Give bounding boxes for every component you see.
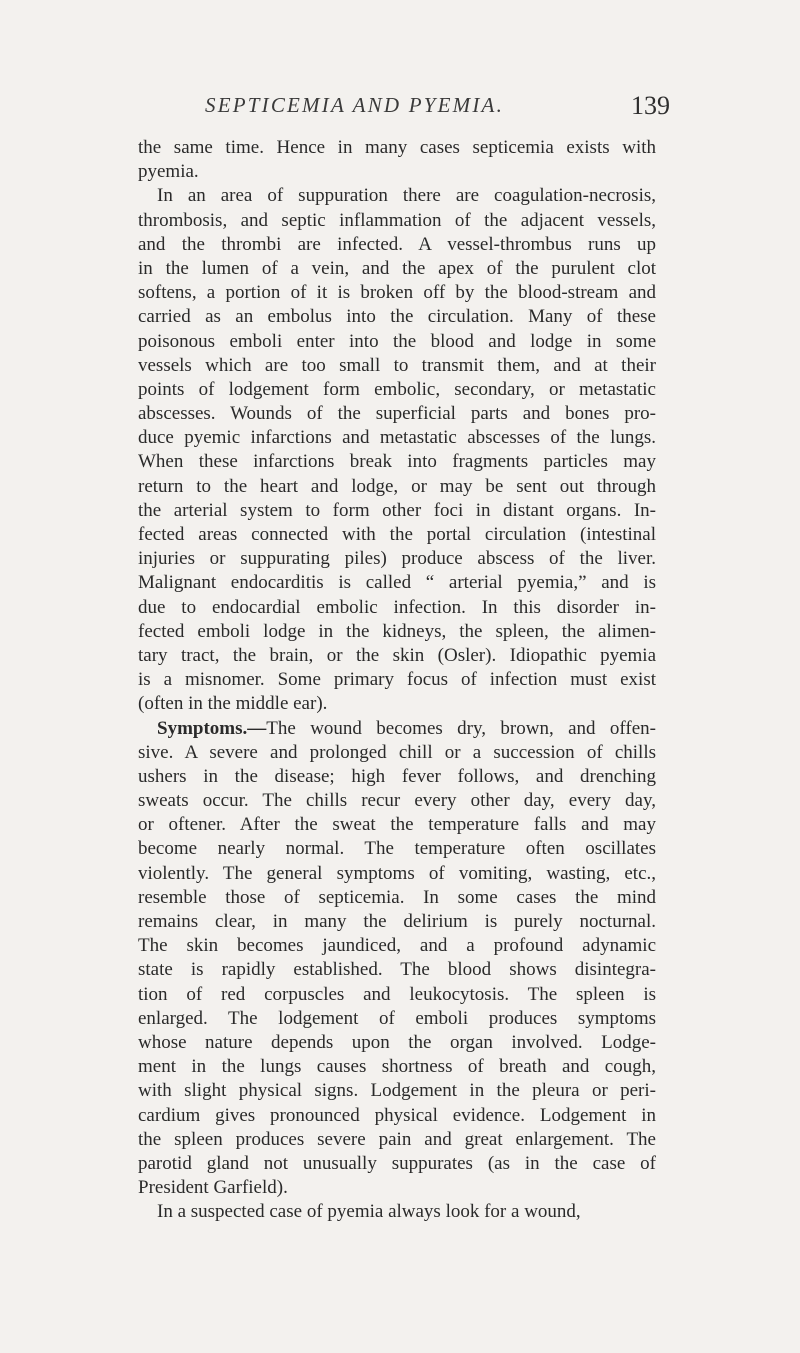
- text-line: tion of red corpuscles and leukocytosis. The spleen is: [138, 983, 656, 1005]
- text-line: whose nature depends upon the organ involved. Lodge-: [138, 1031, 656, 1053]
- text-line: the same time. Hence in many cases septicemia exists with: [138, 137, 656, 158]
- text-line: remains clear, in many the delirium is purely nocturnal.: [138, 911, 656, 932]
- running-title: SEPTICEMIA AND PYEMIA.: [205, 93, 505, 117]
- text-line: When these infarctions break into fragments particles may: [138, 451, 656, 473]
- text-line: In a suspected case of pyemia always look for a wound,: [157, 1201, 581, 1223]
- text-line: poisonous emboli enter into the blood and lodge in some: [138, 330, 656, 352]
- text-line: softens, a portion of it is broken off by the blood-stream and: [138, 282, 656, 304]
- text-line: ment in the lungs causes shortness of breath and cough,: [138, 1056, 656, 1078]
- text-line: state is rapidly established. The blood shows disintegra-: [138, 959, 656, 981]
- text-line: fected emboli lodge in the kidneys, the spleen, the alimen-: [138, 620, 656, 642]
- text-line: President Garfield).: [138, 1177, 288, 1199]
- text-line: injuries or suppurating piles) produce abscess of the liver.: [138, 548, 656, 570]
- text-line: vessels which are too small to transmit them, and at their: [138, 354, 656, 376]
- running-header: [0, 93, 800, 123]
- text-line: Malignant endocarditis is called “ arterial pyemia,” and is: [138, 572, 656, 594]
- text-line: enlarged. The lodgement of emboli produces symptoms: [138, 1007, 656, 1029]
- text-line: the arterial system to form other foci in distant organs. In-: [138, 499, 656, 521]
- text-line: the spleen produces severe pain and great enlargement. The: [138, 1128, 656, 1150]
- text-line: sive. A severe and prolonged chill or a succession of chills: [138, 741, 656, 763]
- text-line: In an area of suppuration there are coagulation-necrosis,: [157, 185, 656, 207]
- text-line: The skin becomes jaundiced, and a profound adynamic: [138, 935, 656, 957]
- text-line: tary tract, the brain, or the skin (Osler). Idiopathic pyemia: [138, 644, 656, 666]
- text-line: or oftener. After the sweat the temperature falls and may: [138, 814, 656, 836]
- symptoms-line: [138, 717, 656, 741]
- text-line: violently. The general symptoms of vomiting, wasting, etc.,: [138, 862, 656, 884]
- text-line: resemble those of septicemia. In some cases the mind: [138, 886, 656, 908]
- page-number: 139: [631, 91, 670, 120]
- text-line: sweats occur. The chills recur every other day, every day,: [138, 790, 656, 812]
- text-line: return to the heart and lodge, or may be sent out through: [138, 475, 656, 497]
- text-line: is a misnomer. Some primary focus of infection must exist: [138, 669, 656, 691]
- text-line: become nearly normal. The temperature often oscillates: [138, 838, 656, 860]
- text-line: thrombosis, and septic inflammation of the adjacent vessels,: [138, 209, 656, 231]
- text-line: pyemia.: [138, 161, 199, 183]
- text-line: and the thrombi are infected. A vessel-thrombus runs up: [138, 233, 656, 255]
- body-text: [138, 136, 656, 1224]
- text-line: in the lumen of a vein, and the apex of the purulent clot: [138, 257, 656, 279]
- symptoms-heading: Symptoms.—: [157, 717, 267, 739]
- text-line: cardium gives pronounced physical evidence. Lodgement in: [138, 1104, 656, 1126]
- text-line: due to endocardial embolic infection. In this disorder in-: [138, 596, 656, 618]
- text-line: carried as an embolus into the circulation. Many of these: [138, 306, 656, 328]
- text-line: duce pyemic infarctions and metastatic abscesses of the lungs.: [138, 427, 656, 449]
- text-line: points of lodgement form embolic, secondary, or metastatic: [138, 378, 656, 400]
- text-line: (often in the middle ear).: [138, 693, 328, 715]
- text-line: with slight physical signs. Lodgement in the pleura or peri-: [138, 1080, 656, 1102]
- text-line: fected areas connected with the portal circulation (intestinal: [138, 524, 656, 545]
- text-line: parotid gland not unusually suppurates (as in the case of: [138, 1152, 656, 1174]
- text-line: abscesses. Wounds of the superficial parts and bones pro-: [138, 403, 656, 425]
- text-line: ushers in the disease; high fever follows, and drenching: [138, 765, 656, 787]
- symptoms-line-text: The wound becomes dry, brown, and offen-: [266, 717, 656, 739]
